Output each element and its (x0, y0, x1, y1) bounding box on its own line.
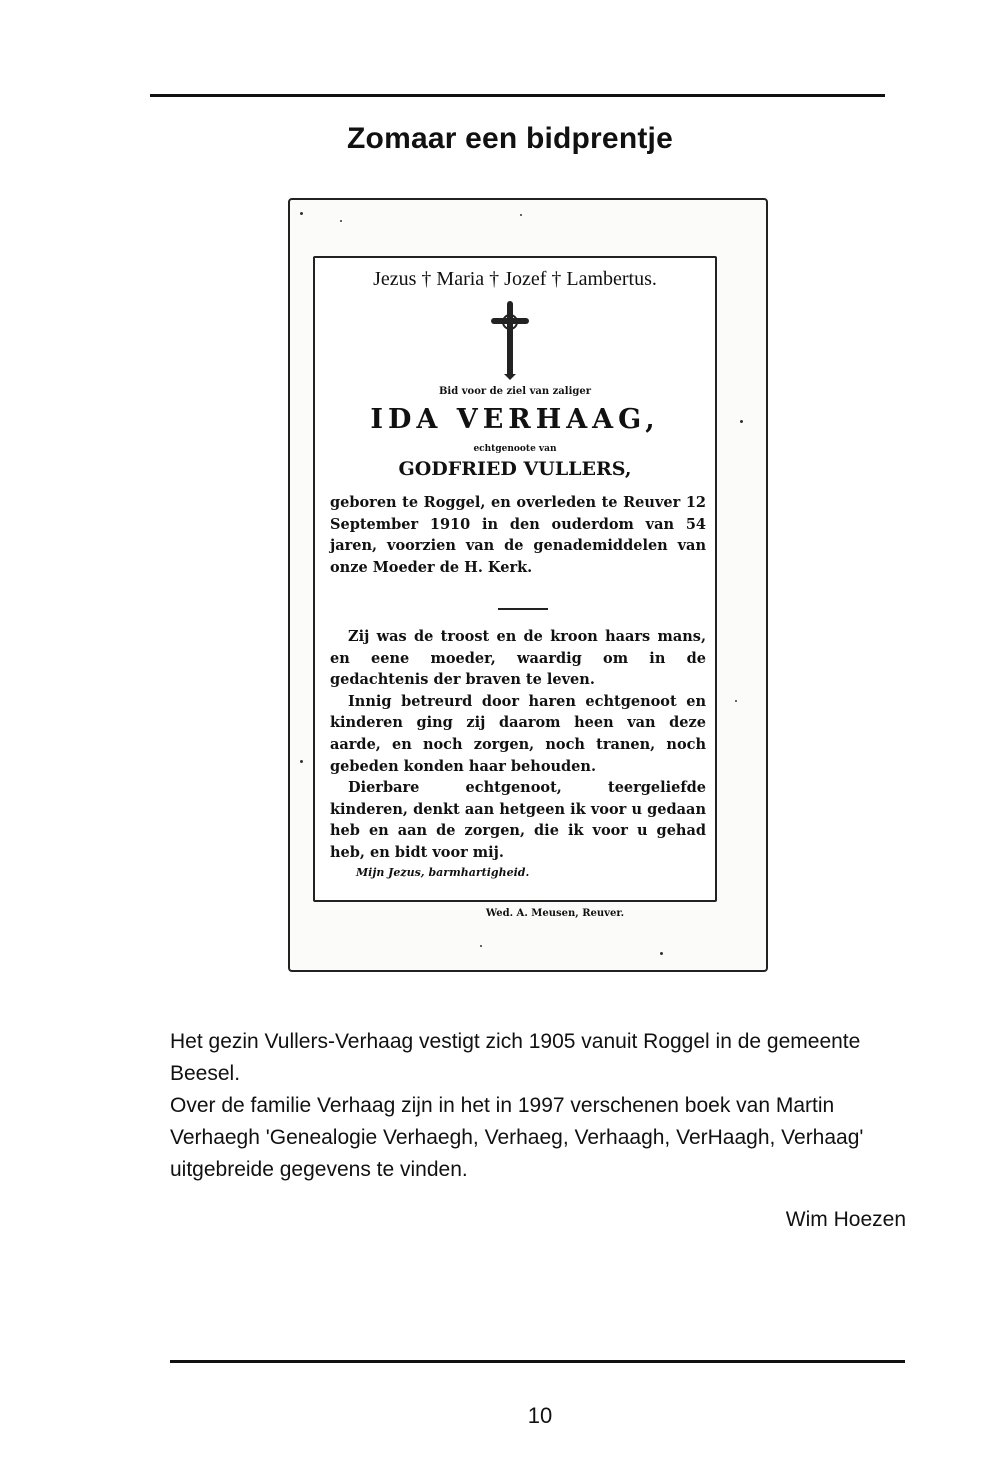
card-body (330, 626, 706, 864)
page-title: Zomaar een bidprentje (347, 122, 673, 155)
scan-speck (300, 760, 303, 763)
scan-speck (340, 220, 342, 222)
biography-text: geboren te Roggel, en overleden te Reuver 12 September 1910 in den ouderdom van 54 jaren, voorzien van de genademiddelen van onze Moeder de H. Kerk. (330, 494, 706, 576)
scan-speck (740, 420, 743, 423)
scan-speck (520, 214, 522, 216)
prayer-line: Bid voor de ziel van zaliger (438, 386, 591, 397)
top-rule (150, 94, 885, 97)
spouse-name: GODFRIED VULLERS, (398, 458, 632, 480)
author-signature: Wim Hoezen (785, 1208, 906, 1231)
body-paragraph: Zij was de troost en de kroon haars mans, en eene moeder, waardig om in de gedachtenis der braven te leven. (330, 628, 706, 689)
body-paragraph: Innig betreurd door haren echtgenoot en kinderen ging zij daarom heen van deze aarde, en noch zorgen, noch tranen, noch gebeden konden haar behouden. (330, 692, 706, 775)
card-divider (498, 608, 548, 610)
article-paragraph: Het gezin Vullers-Verhaag vestigt zich 1905 vanuit Roggel in de gemeente Beesel. (170, 1030, 861, 1085)
card-printer: Wed. A. Meusen, Reuver. (485, 908, 625, 919)
article-paragraph: Over de familie Verhaag zijn in het in 1997 verschenen boek van Martin Verhaegh 'Genealogie Verhaegh, Verhaeg, Verhaagh, VerHaagh, Verhaag' uitgebreide gegevens te vinden. (170, 1094, 864, 1181)
scan-speck (660, 952, 663, 955)
bottom-rule (170, 1360, 905, 1363)
spouse-label: echtgenoote van (473, 444, 557, 454)
article-text (170, 1026, 900, 1186)
card-invocation: Jezus † Maria † Jozef † Lambertus. (373, 268, 657, 290)
scan-speck (300, 212, 303, 215)
page-number: 10 (527, 1403, 553, 1428)
cross-icon (488, 300, 532, 380)
scan-speck (735, 700, 737, 702)
card-closing: Mijn Jezus, barmhartigheid. (356, 866, 530, 879)
scan-speck (480, 945, 482, 947)
body-paragraph: Dierbare echtgenoot, teergeliefde kinderen, denkt aan hetgeen ik voor u gedaan heb en aan de zorgen, die ik voor u gehad heb, en bidt voor mij. (330, 779, 706, 861)
card-biography (330, 492, 706, 578)
deceased-name: IDA VERHAAG, (370, 404, 660, 435)
